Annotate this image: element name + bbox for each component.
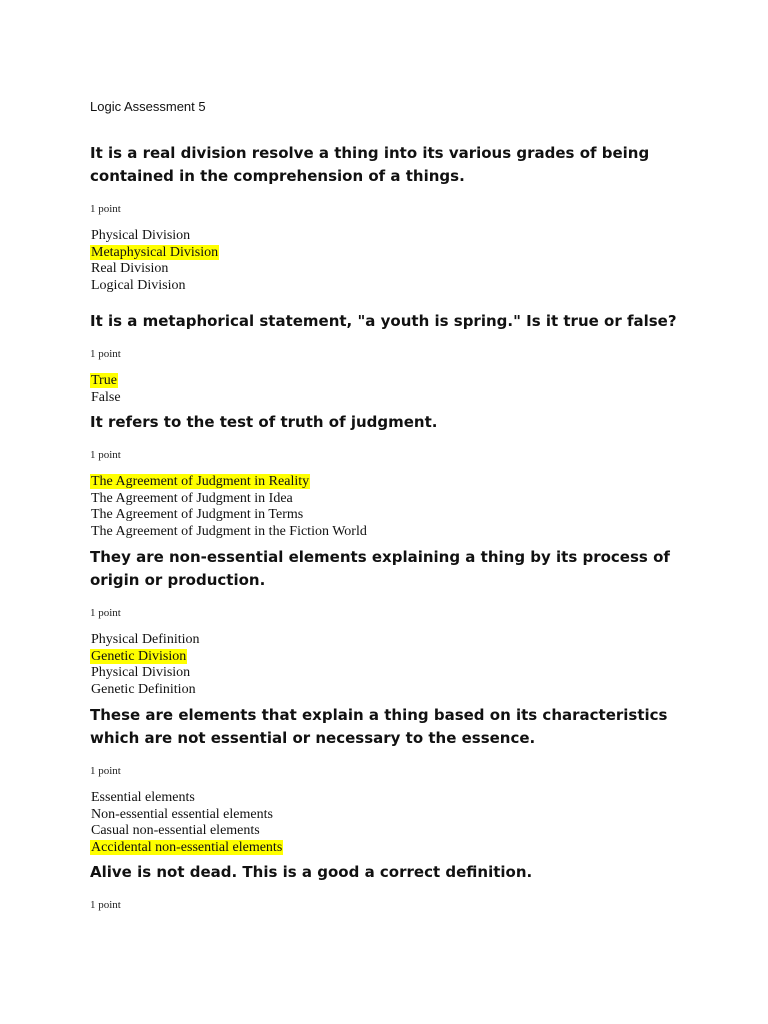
answer-option [90,261,690,278]
answer-option [90,682,690,699]
answer-option-label: Genetic Division [91,648,187,664]
answer-option [90,390,690,407]
answer-option [90,228,690,245]
answer-options [90,373,690,406]
question-3 [90,411,690,540]
answer-options [90,632,690,698]
question-text: It is a real division resolve a thing into its various grades of being contained in the comprehension of a things. [90,144,650,185]
question-points: 1 point [90,765,121,777]
answer-option-label: The Agreement of Judgment in Terms [91,507,304,522]
answer-option [90,524,690,541]
document-title: Logic Assessment 5 [90,99,206,114]
answer-option [90,373,690,390]
answer-option-label: The Agreement of Judgment in the Fiction World [91,523,367,539]
answer-option [90,823,690,840]
answer-options [90,474,690,540]
question-text: Alive is not dead. This is a good a correct definition. [90,863,533,881]
answer-option [90,649,690,666]
question-1 [90,142,690,294]
answer-option-label: Physical Division [91,228,191,243]
answer-option-label: False [91,389,121,405]
answer-option [90,840,690,857]
answer-option-label: Essential elements [91,790,195,805]
question-points: 1 point [90,203,121,215]
question-points: 1 point [90,449,121,461]
answer-option [90,278,690,295]
answer-option-label: Real Division [91,261,169,276]
question-text: It is a metaphorical statement, "a youth is spring." Is it true or false? [90,312,677,330]
answer-options [90,228,690,294]
question-5 [90,704,690,856]
answer-option [90,807,690,824]
answer-option [90,665,690,682]
question-text: These are elements that explain a thing based on its characteristics which are not essential or necessary to the essence. [90,706,668,747]
answer-option-label: Casual non-essential elements [91,823,260,838]
answer-option [90,790,690,807]
question-points: 1 point [90,899,121,911]
answer-option [90,474,690,491]
answer-option-label: True [91,373,117,388]
question-6 [90,861,690,912]
answer-option [90,632,690,649]
answer-option [90,491,690,508]
answer-option-label: The Agreement of Judgment in Reality [91,474,310,489]
answer-option-label: Physical Division [91,665,191,680]
question-text: They are non-essential elements explaining a thing by its process of origin or production. [90,548,670,589]
question-2 [90,310,690,406]
answer-option [90,507,690,524]
question-points: 1 point [90,348,121,360]
question-text: It refers to the test of truth of judgment. [90,413,438,431]
answer-option-label: Non-essential essential elements [91,806,273,822]
answer-option-label: Genetic Definition [91,681,196,697]
answer-option-label: Physical Definition [91,632,200,647]
question-4 [90,546,690,698]
question-points: 1 point [90,607,121,619]
answer-options [90,790,690,856]
answer-option-label: Metaphysical Division [91,244,219,260]
answer-option-label: Accidental non-essential elements [91,839,283,855]
answer-option-label: The Agreement of Judgment in Idea [91,490,293,506]
answer-option [90,245,690,262]
answer-option-label: Logical Division [91,277,186,293]
